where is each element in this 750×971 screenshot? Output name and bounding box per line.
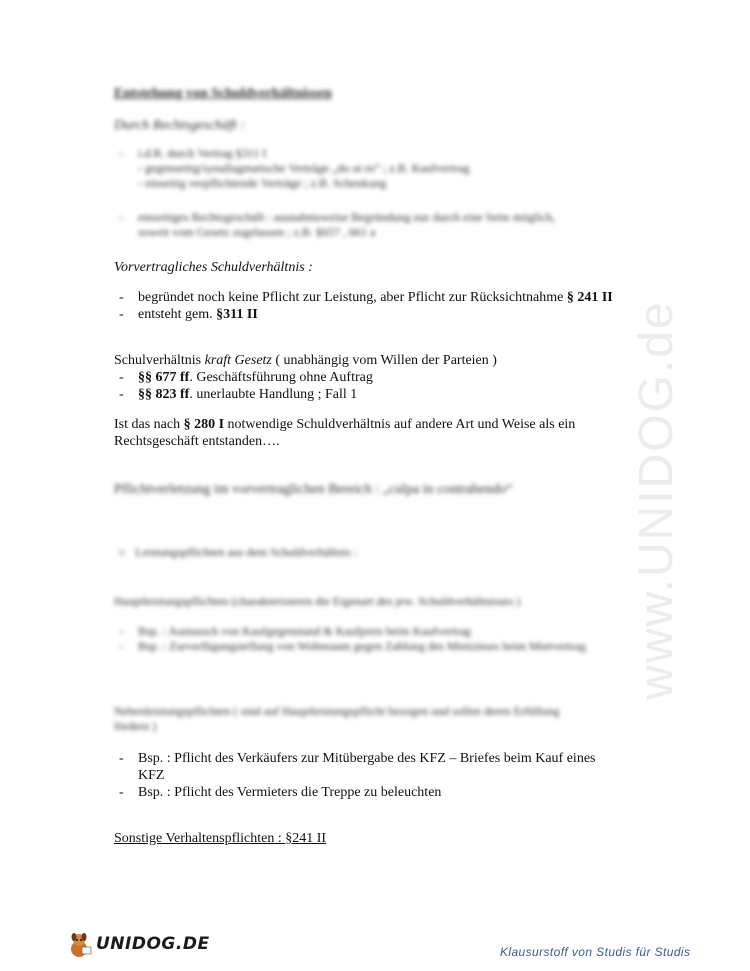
dog-mascot-icon xyxy=(66,931,92,959)
blurred-neben: Nebenleistungspflichten ( sind auf Hauptleistungspflicht bezogen und sollen deren Erfüllung fördern ) xyxy=(114,704,560,733)
list-item: - Bsp. : Zurverfügungstellung von Wohnraum gegen Zahlung des Mietzinses beim Mietvertrag xyxy=(114,639,634,654)
blurred-haupt-list xyxy=(114,624,634,654)
list-item: - §§ 823 ff. unerlaubte Handlung ; Fall 1 xyxy=(114,386,674,403)
paragraph-280: Ist das nach § 280 I notwendige Schuldverhältnis auf andere Art und Weise als ein Rechtsgeschäft entstanden…. xyxy=(114,417,576,449)
list-item: - Bsp. : Austausch von Kaufgegenstand & Kaufpreis beim Kaufvertrag xyxy=(114,624,634,639)
section-title-vorvertraglich: Vorvertragliches Schuldverhältnis : xyxy=(114,260,313,275)
blurred-heading: Entstehung von Schuldverhältnissen xyxy=(114,86,332,101)
unidog-logo xyxy=(66,928,210,962)
gesetz-list xyxy=(114,369,674,403)
list-item: - Bsp. : Pflicht des Vermieters die Treppe zu beleuchten xyxy=(114,784,614,801)
gesetz-line: Schulverhältnis kraft Gesetz ( unabhängig vom Willen der Parteien ) xyxy=(114,353,497,368)
list-item: - begründet noch keine Pflicht zur Leistung, aber Pflicht zur Rücksichtnahme § 241 II xyxy=(114,289,674,306)
sonstige-heading: Sonstige Verhaltenspflichten : §241 II xyxy=(114,831,327,846)
list-item: - i.d.R. durch Vertrag §311 I - gegenseitig/synallagmatische Verträge „do ut es“ ; z.B. Kaufvertrag - einseitig verpflichtende Verträge ; z.B. Schenkung xyxy=(114,146,654,191)
blurred-pflicht-line: Pflichtverletzung im vorvertraglichen Bereich : „culpa in contrahendo“ xyxy=(114,482,513,497)
blurred-haupt: Hauptleistungspflichten (charakterisieren die Eigenart des jew. Schuldverhältnisses ) xyxy=(114,594,521,608)
list-item: - Bsp. : Pflicht des Verkäufers zur Mitübergabe des KFZ – Briefes beim Kauf eines KFZ xyxy=(114,750,614,784)
vorvertraglich-list xyxy=(114,289,674,323)
list-item: - einseitiges Rechtsgeschäft : ausnahmsweise Begründung nur durch eine Seite möglich, soweit vom Gesetz zugelassen ; z.B. §657 , 661 a xyxy=(114,210,654,240)
blurred-subheading: Durch Rechtsgeschäft : xyxy=(114,118,245,133)
footer-tagline: Klausurstoff von Studis für Studis xyxy=(500,945,691,959)
neben-list xyxy=(114,750,614,801)
blurred-list-1 xyxy=(114,146,654,191)
watermark-text: www.UNIDOG.de xyxy=(630,300,683,700)
logo-text: UNIDOG.DE xyxy=(96,934,210,954)
list-item: - entsteht gem. §311 II xyxy=(114,306,674,323)
list-item: - §§ 677 ff. Geschäftsführung ohne Auftrag xyxy=(114,369,674,386)
blurred-section2: ○ Leistungspflichten aus dem Schuldverhältnis : xyxy=(118,545,358,559)
blurred-list-2 xyxy=(114,210,654,240)
